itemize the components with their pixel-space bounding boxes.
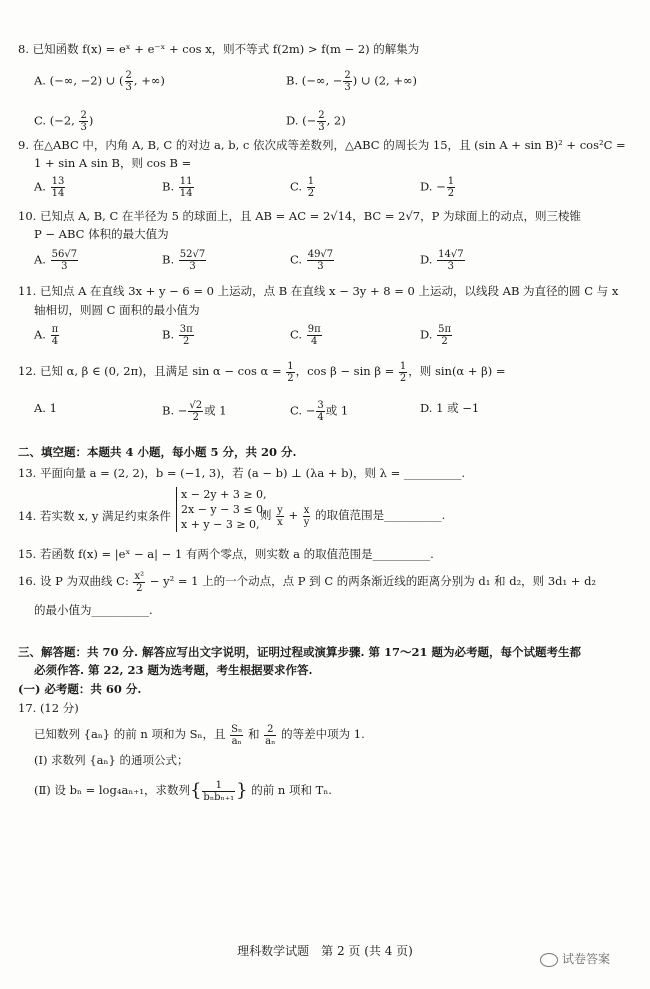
wechat-icon bbox=[540, 953, 558, 967]
q9-option-d: D. − $\frac{1}{2}$ bbox=[420, 176, 455, 199]
q13-text: 13. 平面向量 a = (2, 2)，b = (−1, 3)，若 (a − b) ⊥ (λa + b)，则 λ = __________. bbox=[18, 466, 466, 480]
q9-option-b: B. $\frac{11}{14}$ bbox=[162, 176, 193, 199]
q9-stem-line2: 1 + sin A sin B，则 cos B = bbox=[34, 156, 192, 170]
q9-option-c: C. $\frac{1}{2}$ bbox=[290, 176, 315, 199]
q11-option-d: D. $\frac{5\pi}{2}$ bbox=[420, 324, 452, 347]
q10-option-d: D. $\frac{14√7}{3}$ bbox=[420, 249, 464, 272]
q10-option-c: C. $\frac{49√7}{3}$ bbox=[290, 249, 334, 272]
q10-stem-line2: P − ABC 体积的最大值为 bbox=[34, 227, 169, 241]
q8-stem: 8. 已知函数 f(x) = eˣ + e⁻ˣ + cos x，则不等式 f(2m) > f(m − 2) 的解集为 bbox=[18, 42, 420, 56]
q10-option-a: A. $\frac{56√7}{3}$ bbox=[34, 249, 78, 272]
q12-stem: 12. 已知 α, β ∈ (0, 2π)，且满足 sin α − cos α = $\frac{1}{2}$ ，cos β − sin β = $\frac{1}{2}$ ，则 sin(α + β) = bbox=[18, 360, 506, 384]
q12-option-c: C. − $\frac{3}{4}$ 或 1 bbox=[290, 400, 349, 423]
q9-stem-line1: 9. 在△ABC 中，内角 A, B, C 的对边 a, b, c 依次成等差数列，△ABC 的周长为 15，且 (sin A + sin B)² + cos²C = bbox=[18, 138, 626, 152]
section3-subheading: (一) 必考题：共 60 分. bbox=[18, 682, 142, 696]
q11-option-b: B. $\frac{3\pi}{2}$ bbox=[162, 324, 193, 347]
q9-option-a: A. $\frac{13}{14}$ bbox=[34, 176, 65, 199]
q12-option-b: B. − $\frac{√2}{2}$ 或 1 bbox=[162, 400, 227, 423]
q8-option-a: A. (−∞, −2) ∪ ( $\frac{2}{3}$ , +∞) bbox=[34, 70, 165, 93]
q10-option-b: B. $\frac{52√7}{3}$ bbox=[162, 249, 206, 272]
q11-option-c: C. $\frac{9\pi}{4}$ bbox=[290, 324, 321, 347]
q8-option-c: C. (−2, $\frac{2}{3}$ ) bbox=[34, 110, 94, 133]
section3-heading-line1: 三、解答题：共 70 分. 解答应写出文字说明，证明过程或演算步骤. 第 17～21 题为必考题，每个试题考生都 bbox=[18, 645, 582, 659]
q14-constraint-system: x − 2y + 3 ≥ 0, 2x − y − 3 ≤ 0, x + y − 3 ≥ 0, bbox=[176, 487, 267, 532]
section2-heading: 二、填空题：本题共 4 小题，每小题 5 分，共 20 分. bbox=[18, 445, 297, 459]
q8-option-d: D. (− $\frac{2}{3}$ , 2) bbox=[286, 110, 346, 133]
q14-text-before: 14. 若实数 x, y 满足约束条件 bbox=[18, 509, 172, 523]
q12-option-a: A. 1 bbox=[34, 401, 57, 415]
q12-option-d: D. 1 或 −1 bbox=[420, 401, 480, 415]
q17-part1: (Ⅰ) 求数列 {aₙ} 的通项公式； bbox=[34, 753, 189, 767]
q17-part2: (Ⅱ) 设 bₙ = log₄aₙ₊₁，求数列{ $\frac{1}{\text{bₙbₙ₊₁}}$ } 的前 n 项和 Tₙ. bbox=[34, 779, 332, 803]
q8-option-b: B. (−∞, − $\frac{2}{3}$ ) ∪ (2, +∞) bbox=[286, 70, 418, 93]
section3-heading-line2: 必须作答. 第 22, 23 题为选考题，考生根据要求作答. bbox=[34, 663, 313, 677]
page-footer: 理科数学试题 第 2 页 (共 4 页) bbox=[237, 944, 413, 958]
q17-stem: 已知数列 {aₙ} 的前 n 项和为 Sₙ，且 $\frac{\text{Sₙ}}{\text{aₙ}}$ 和 $\frac{2}{\text{aₙ}}$ 的等差中项为 1. bbox=[34, 723, 365, 747]
q16-line1: 16. 设 P 为双曲线 C: $\frac{\text{x²}}{2}$ − y² = 1 上的一个动点，点 P 到 C 的两条渐近线的距离分别为 d₁ 和 d₂，则 3d₁ + d₂ bbox=[18, 570, 597, 594]
q15-text: 15. 若函数 f(x) = |eˣ − a| − 1 有两个零点，则实数 a 的取值范围是__________. bbox=[18, 547, 434, 561]
q11-option-a: A. $\frac{\pi}{4}$ bbox=[34, 324, 59, 347]
q14-text-after: 则 $\frac{y}{x}$ + $\frac{x}{y}$ 的取值范围是__________. bbox=[260, 504, 446, 528]
q11-stem-line2: 轴相切，则圆 C 面积的最小值为 bbox=[34, 303, 200, 317]
q11-stem-line1: 11. 已知点 A 在直线 3x + y − 6 = 0 上运动，点 B 在直线 x − 3y + 8 = 0 上运动，以线段 AB 为直径的圆 C 与 x bbox=[18, 284, 619, 298]
q16-line2: 的最小值为__________. bbox=[34, 603, 153, 617]
q17-number: 17. (12 分) bbox=[18, 701, 79, 715]
watermark: 试卷答案 bbox=[540, 950, 610, 967]
q10-stem-line1: 10. 已知点 A, B, C 在半径为 5 的球面上，且 AB = AC = 2√14，BC = 2√7，P 为球面上的动点，则三棱锥 bbox=[18, 209, 582, 223]
